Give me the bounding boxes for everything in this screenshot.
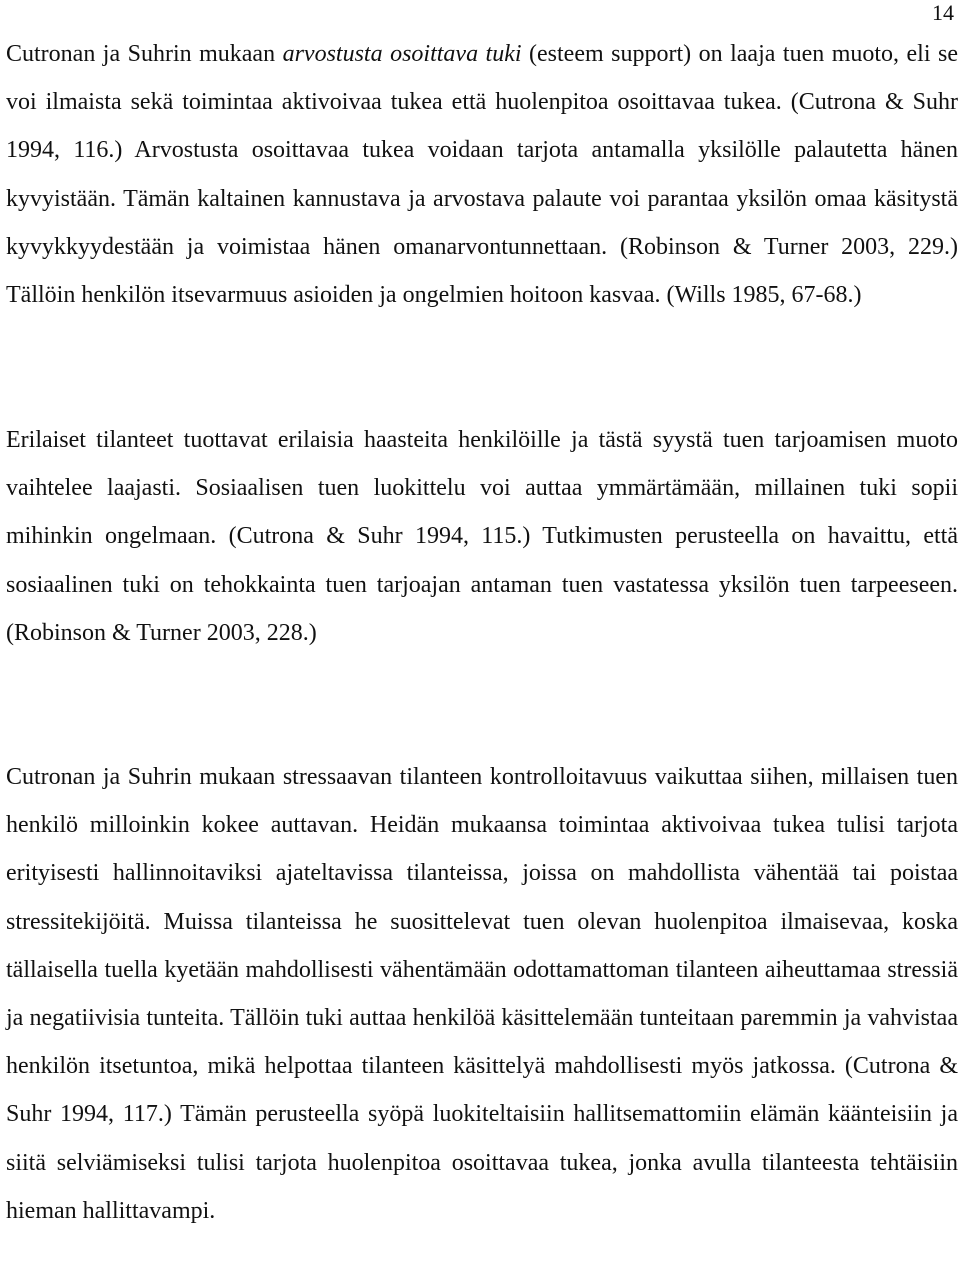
emphasized-term: arvostusta osoittava tuki <box>282 41 522 67</box>
paragraph-text-start: Cutronan ja Suhrin mukaan <box>6 41 283 67</box>
paragraph-controllability: Cutronan ja Suhrin mukaan stressaavan tilanteen kontrolloitavuus vaikuttaa siihen, millaisen tuen henkilö milloinkin kokee auttavan. Heidän mukaansa toimintaa aktivoivaa tukea tulisi tarjota erityisesti hallinnoitaviksi ajateltavissa tilanteissa, joissa on mahdollista vähentää tai poistaa stressitekijöitä. Muissa tilanteissa he suosittelevat tuen olevan huolenpitoa ilmaisevaa, koska tällaisella tuella kyetään mahdollisesti vähentämään odottamattoman tilanteen aiheuttamaa stressiä ja negatiivisia tunteita. Tällöin tuki auttaa henkilöä käsittelemään tunteitaan paremmin ja vahvistaa henkilön itsetuntoa, mikä helpottaa tilanteen käsittelyä mahdollisesti myös jatkossa. (Cutrona & Suhr 1994, 117.) Tämän perusteella syöpä luokiteltaisiin hallitsemattomiin elämän käänteisiin ja siitä selviämiseksi tulisi tarjota huolenpitoa osoittavaa tukea, jonka avulla tilanteesta tehtäisiin hieman hallittavampi. <box>6 764 958 1224</box>
paragraph-esteem-support <box>6 30 958 319</box>
paragraph-text-rest: (esteem support) on laaja tuen muoto, eli se voi ilmaista sekä toimintaa aktivoivaa tukea että huolenpitoa osoittavaa tukea. (Cutrona & Suhr 1994, 116.) Arvostusta osoittavaa tukea voidaan tarjota antamalla yksilölle palautetta hänen kyvyistään. Tämän kaltainen kannustava ja arvostava palaute voi parantaa yksilön omaa käsitystä kyvykkyydestään ja voimistaa hänen omanarvontunnettaan. (Robinson & Turner 2003, 229.) Tällöin henkilön itsevarmuus asioiden ja ongelmien hoitoon kasvaa. (Wills 1985, 67-68.) <box>6 41 958 309</box>
page-number: 14 <box>932 0 954 25</box>
paragraph-situations: Erilaiset tilanteet tuottavat erilaisia haasteita henkilöille ja tästä syystä tuen tarjoamisen muoto vaihtelee laajasti. Sosiaalisen tuen luokittelu voi auttaa ymmärtämään, millainen tuki sopii mihinkin ongelmaan. (Cutrona & Suhr 1994, 115.) Tutkimusten perusteella on havaittu, että sosiaalinen tuki on tehokkainta tuen tarjoajan antaman tuen vastatessa yksilön tuen tarpeeseen. (Robinson & Turner 2003, 228.) <box>6 427 958 646</box>
